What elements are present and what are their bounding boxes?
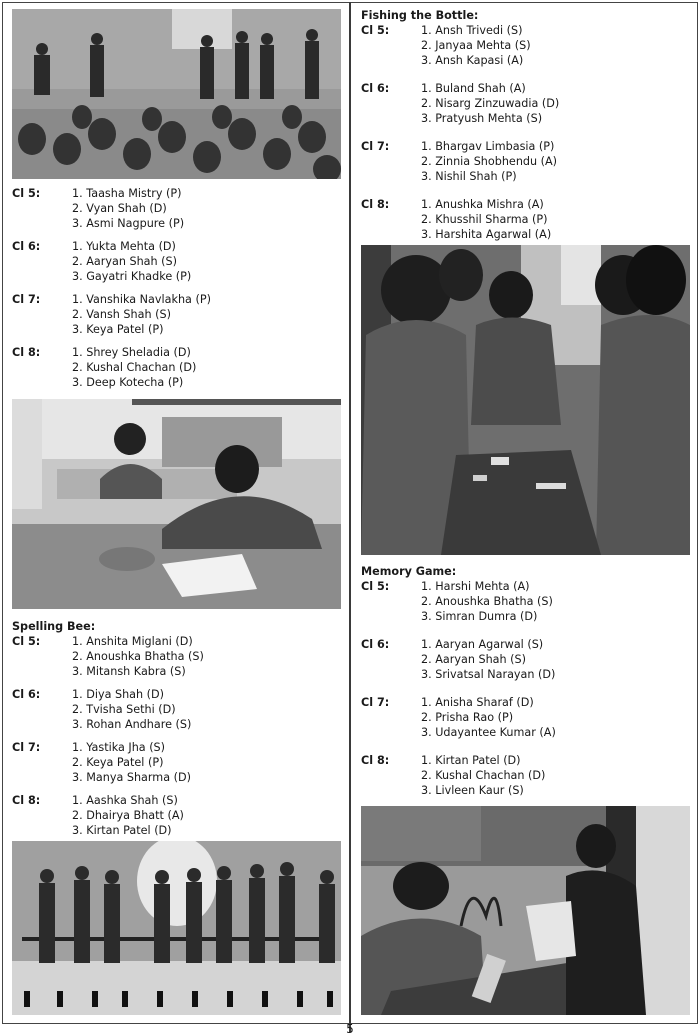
result-entry: 1. Aaryan Agarwal (S)	[421, 638, 544, 651]
result-entry: 3. Udayantee Kumar (A)	[421, 726, 556, 739]
class-label: Cl 7:	[12, 741, 41, 754]
class-label: Cl 8:	[12, 794, 41, 807]
class-group	[361, 23, 691, 68]
class-label: Cl 8:	[361, 198, 390, 211]
result-entry: 3. Harshita Agarwal (A)	[421, 228, 552, 241]
result-entry: 2. Keya Patel (P)	[72, 756, 164, 769]
result-entry: 2. Vansh Shah (S)	[72, 308, 171, 321]
class-group	[12, 793, 342, 838]
result-entry: 2. Janyaa Mehta (S)	[421, 39, 531, 52]
class-label: Cl 8:	[12, 346, 41, 359]
class-label: Cl 5:	[12, 635, 41, 648]
result-entry: 1. Anshita Miglani (D)	[72, 635, 193, 648]
class-group	[12, 292, 342, 337]
result-entry: 3. Pratyush Mehta (S)	[421, 112, 543, 125]
result-entry: 1. Diya Shah (D)	[72, 688, 165, 701]
section-heading: Fishing the Bottle:	[361, 9, 479, 22]
class-label: Cl 5:	[361, 24, 390, 37]
result-entry: 3. Gayatri Khadke (P)	[72, 270, 192, 283]
result-entry: 3. Simran Dumra (D)	[421, 610, 538, 623]
photo-wire-loop-game	[361, 806, 690, 1015]
result-entry: 1. Harshi Mehta (A)	[421, 580, 530, 593]
result-entry: 3. Ansh Kapasi (A)	[421, 54, 524, 67]
class-group	[12, 186, 342, 231]
result-entry: 2. Tvisha Sethi (D)	[72, 703, 176, 716]
class-label: Cl 7:	[361, 140, 390, 153]
result-entry: 2. Prisha Rao (P)	[421, 711, 514, 724]
result-entry: 1. Anushka Mishra (A)	[421, 198, 544, 211]
class-group	[361, 637, 691, 682]
class-group	[12, 345, 342, 390]
result-entry: 1. Vanshika Navlakha (P)	[72, 293, 211, 306]
result-entry: 1. Yukta Mehta (D)	[72, 240, 176, 253]
photo-spelling-bee	[12, 399, 341, 609]
class-group	[361, 139, 691, 184]
section-heading: Spelling Bee:	[12, 620, 96, 633]
result-entry: 3. Asmi Nagpure (P)	[72, 217, 185, 230]
class-group	[361, 81, 691, 126]
photo-fishing-the-bottle	[361, 245, 690, 555]
result-entry: 1. Buland Shah (A)	[421, 82, 526, 95]
spelling-bee-results	[12, 619, 342, 846]
result-entry: 3. Rohan Andhare (S)	[72, 718, 192, 731]
result-entry: 2. Dhairya Bhatt (A)	[72, 809, 184, 822]
result-entry: 2. Khusshil Sharma (P)	[421, 213, 548, 226]
result-entry: 3. Keya Patel (P)	[72, 323, 164, 336]
class-group	[361, 197, 691, 242]
result-entry: 1. Ansh Trivedi (S)	[421, 24, 523, 37]
result-entry: 2. Vyan Shah (D)	[72, 202, 167, 215]
class-group	[12, 687, 342, 732]
class-label: Cl 5:	[361, 580, 390, 593]
result-entry: 1. Bhargav Limbasia (P)	[421, 140, 555, 153]
memory-game-results	[361, 564, 691, 806]
class-group	[12, 239, 342, 284]
result-entry: 3. Srivatsal Narayan (D)	[421, 668, 556, 681]
class-label: Cl 6:	[12, 688, 41, 701]
class-group	[361, 579, 691, 624]
fishing-the-bottle-results	[361, 8, 691, 250]
result-entry: 2. Zinnia Shobhendu (A)	[421, 155, 558, 168]
photo-stage-performance	[12, 9, 341, 179]
class-label: Cl 7:	[361, 696, 390, 709]
result-entry: 2. Anoushka Bhatha (S)	[421, 595, 553, 608]
result-entry: 1. Kirtan Patel (D)	[421, 754, 521, 767]
result-entry: 3. Manya Sharma (D)	[72, 771, 191, 784]
result-entry: 2. Aaryan Shah (S)	[72, 255, 177, 268]
page-number: 5	[346, 1022, 354, 1036]
class-label: Cl 7:	[12, 293, 41, 306]
photo-fishing-line-up	[12, 841, 341, 1015]
result-entry: 3. Kirtan Patel (D)	[72, 824, 172, 837]
result-entry: 2. Nisarg Zinzuwadia (D)	[421, 97, 560, 110]
class-group	[12, 740, 342, 785]
result-entry: 1. Shrey Sheladia (D)	[72, 346, 191, 359]
result-entry: 3. Deep Kotecha (P)	[72, 376, 184, 389]
class-label: Cl 8:	[361, 754, 390, 767]
class-group	[361, 695, 691, 740]
class-group	[12, 634, 342, 679]
first-event-results	[12, 186, 342, 398]
result-entry: 1. Anisha Sharaf (D)	[421, 696, 534, 709]
column-divider	[349, 2, 351, 1032]
result-entry: 1. Taasha Mistry (P)	[72, 187, 182, 200]
class-label: Cl 6:	[12, 240, 41, 253]
class-label: Cl 5:	[12, 187, 41, 200]
result-entry: 3. Livleen Kaur (S)	[421, 784, 524, 797]
result-entry: 2. Anoushka Bhatha (S)	[72, 650, 204, 663]
class-label: Cl 6:	[361, 638, 390, 651]
section-heading: Memory Game:	[361, 565, 457, 578]
result-entry: 3. Mitansh Kabra (S)	[72, 665, 186, 678]
result-entry: 2. Kushal Chachan (D)	[72, 361, 197, 374]
result-entry: 1. Yastika Jha (S)	[72, 741, 166, 754]
result-entry: 2. Kushal Chachan (D)	[421, 769, 546, 782]
class-label: Cl 6:	[361, 82, 390, 95]
class-group	[361, 753, 691, 798]
result-entry: 3. Nishil Shah (P)	[421, 170, 517, 183]
result-entry: 1. Aashka Shah (S)	[72, 794, 178, 807]
result-entry: 2. Aaryan Shah (S)	[421, 653, 526, 666]
